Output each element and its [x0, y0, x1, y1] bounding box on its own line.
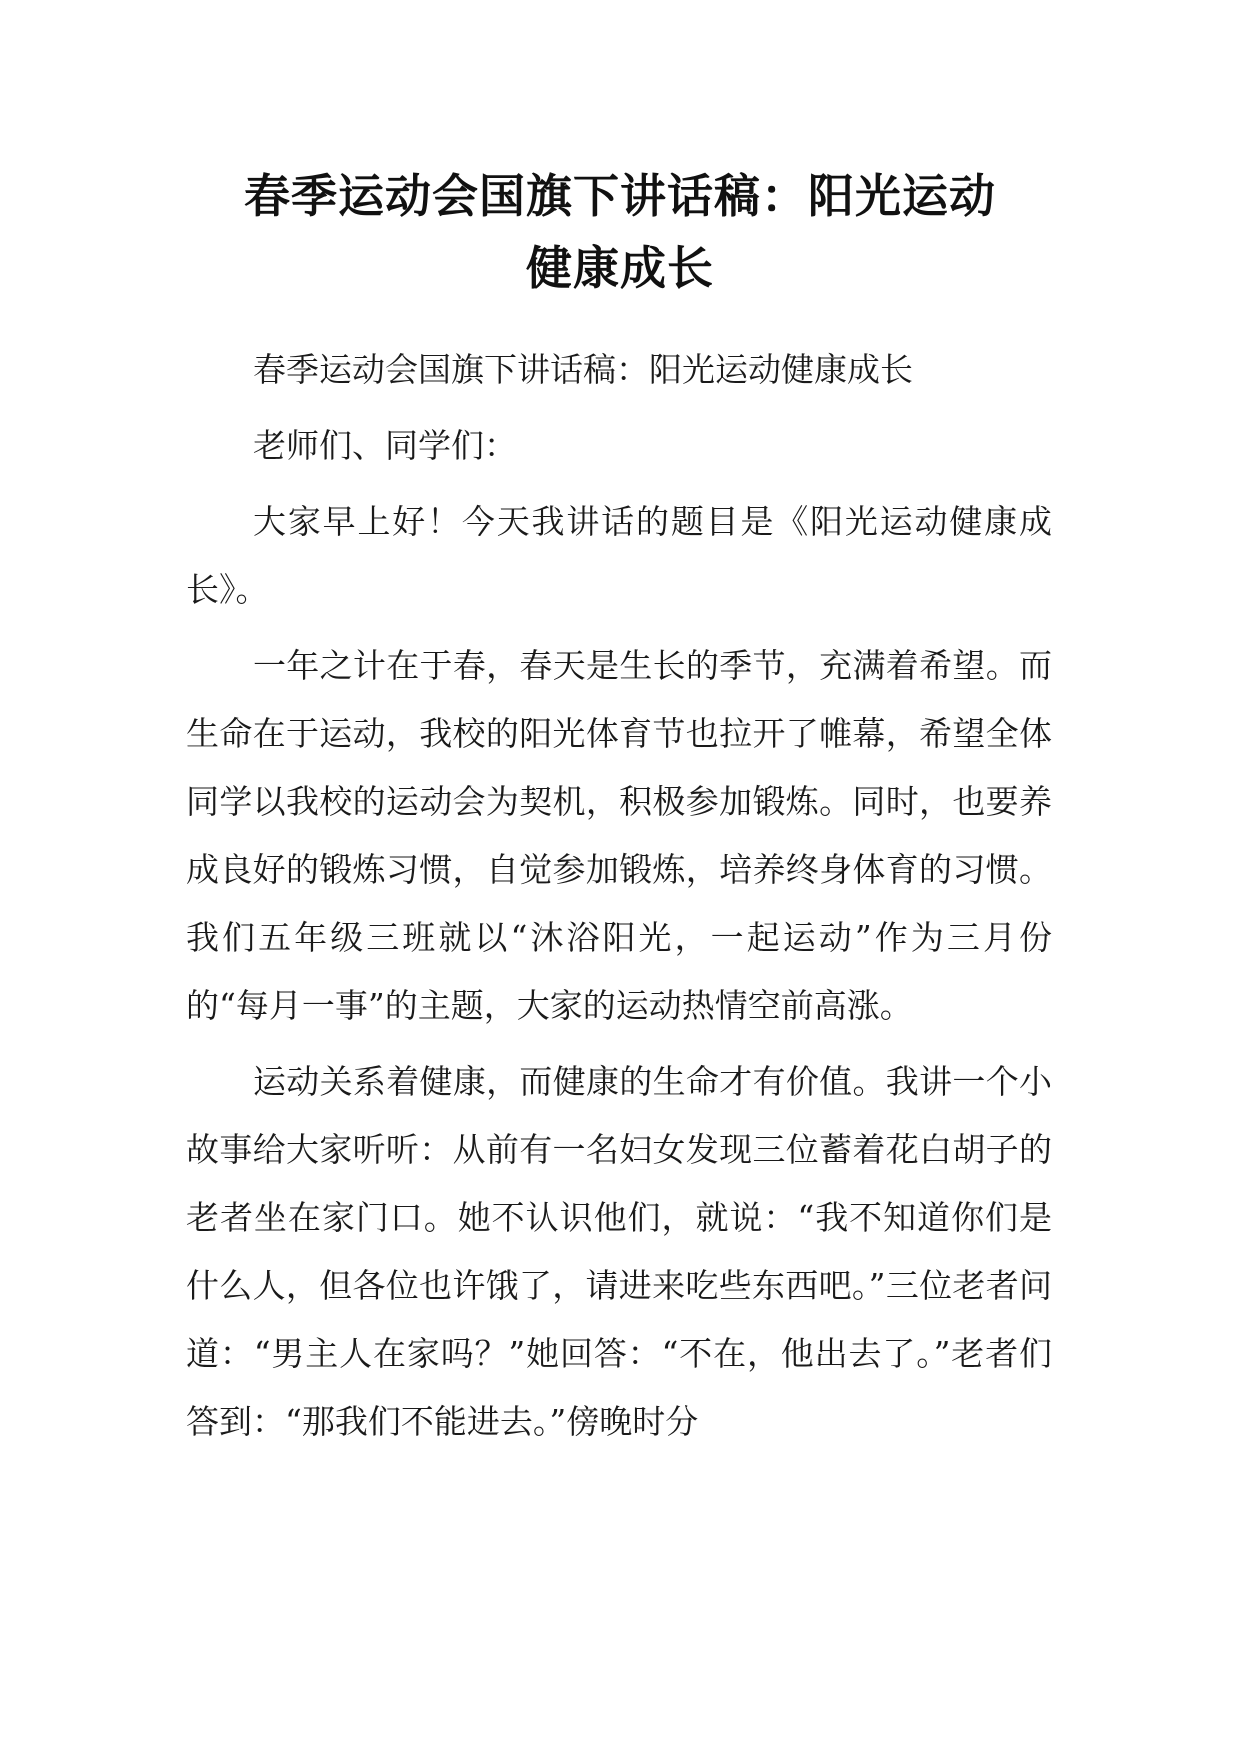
- document-title: [150, 160, 1090, 304]
- paragraph-salutation: 老师们、同学们：: [253, 426, 517, 465]
- document-body: [186, 336, 1052, 1464]
- paragraph-story: 运动关系着健康，而健康的生命才有价值。我讲一个小故事给大家听听：从前有一名妇女发现三位蓄着花白胡子的老者坐在家门口。她不认识他们，就说：“我不知道你们是什么人，但各位也许饿了，请进来吃些东西吧。”三位老者问道：“男主人在家吗？”她回答：“不在，他出去了。”老者们答到：“那我们不能进去。”傍晚时分: [186, 1062, 1052, 1441]
- paragraph-subtitle: 春季运动会国旗下讲话稿：阳光运动健康成长: [253, 350, 913, 389]
- paragraph-greeting: 大家早上好！今天我讲话的题目是《阳光运动健康成长》。: [186, 502, 1052, 609]
- paragraph-spring: 一年之计在于春，春天是生长的季节，充满着希望。而生命在于运动，我校的阳光体育节也拉开了帷幕，希望全体同学以我校的运动会为契机，积极参加锻炼。同时，也要养成良好的锻炼习惯，自觉参加锻炼，培养终身体育的习惯。我们五年级三班就以“沐浴阳光，一起运动”作为三月份的“每月一事”的主题，大家的运动热情空前高涨。: [186, 646, 1052, 1025]
- document-title-line-2: 健康成长: [526, 241, 714, 295]
- document-title-line-1: 春季运动会国旗下讲话稿：阳光运动: [244, 169, 996, 223]
